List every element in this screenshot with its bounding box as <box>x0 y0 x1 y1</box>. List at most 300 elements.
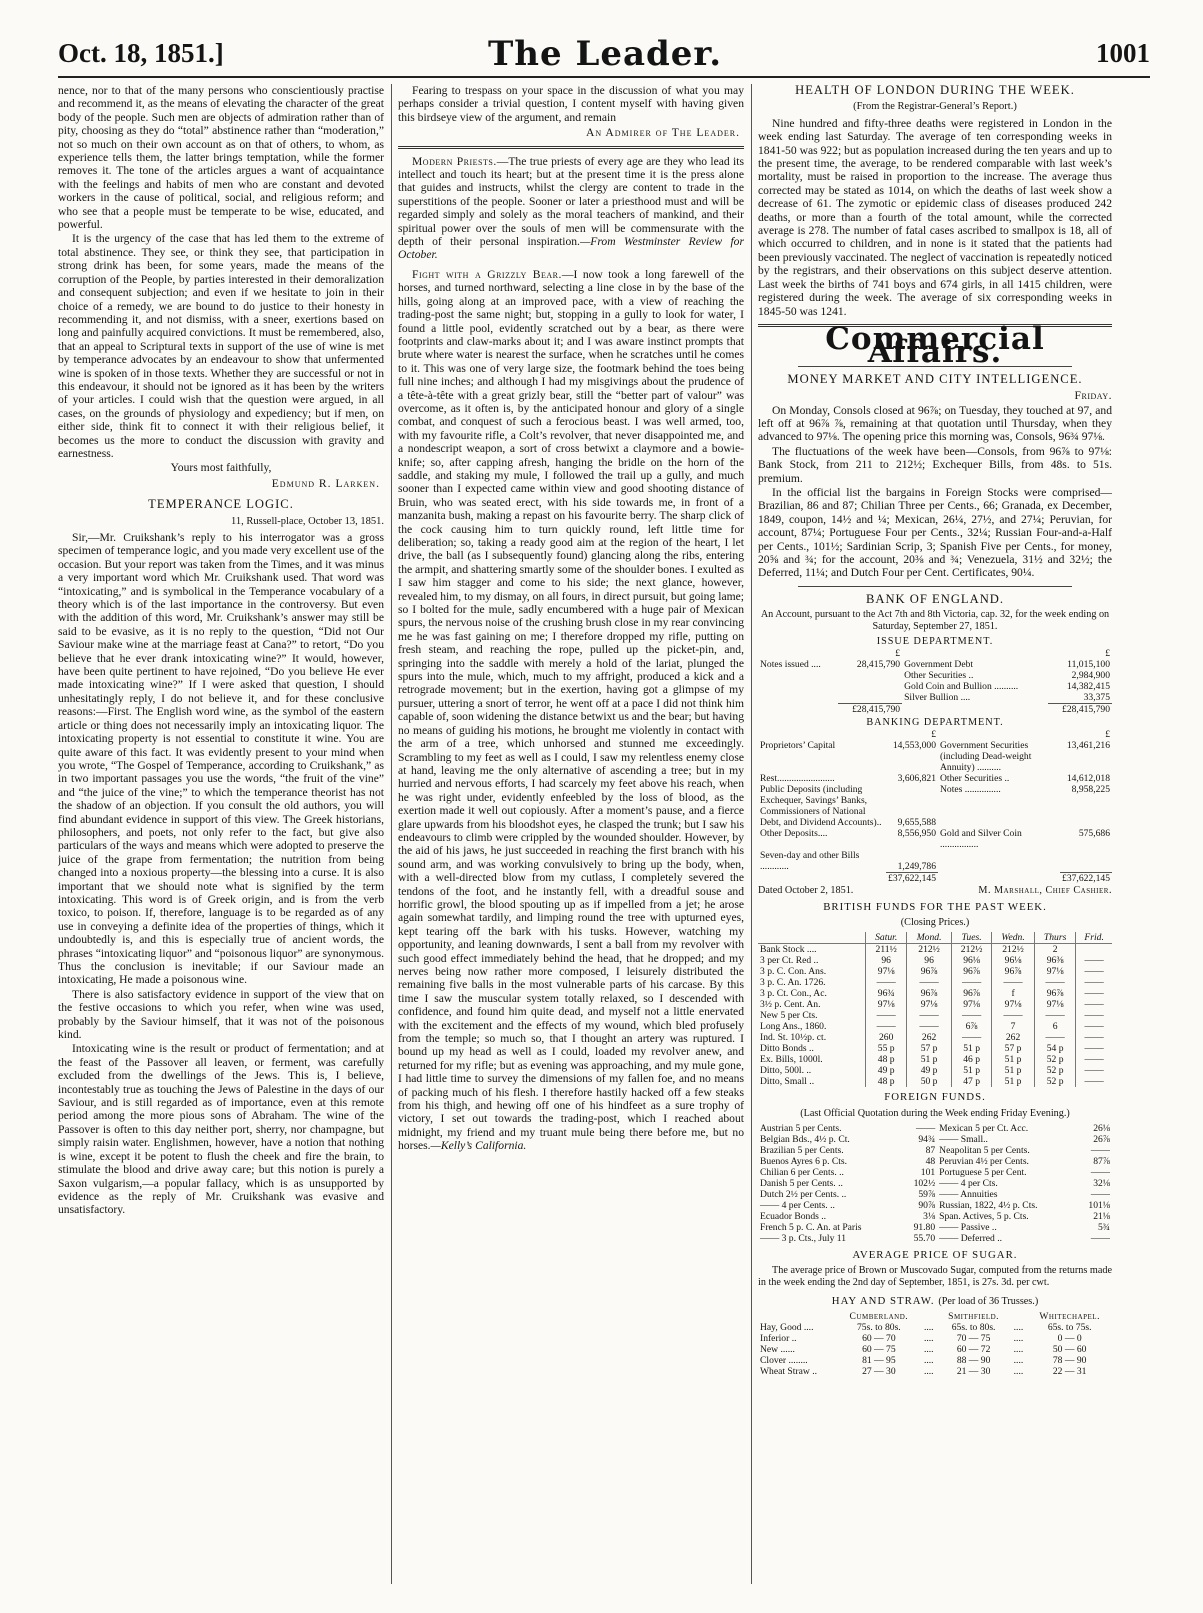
table-row <box>758 1344 1112 1355</box>
foreign-fund-price: 101 <box>920 1166 936 1178</box>
foreign-fund-price: —— <box>1090 1188 1110 1200</box>
fund-price: 97⅛ <box>866 966 907 977</box>
issue-right-label: Other Securities .. <box>904 670 974 682</box>
leader-dots: .... <box>1013 1322 1024 1334</box>
table-row <box>758 1021 1112 1032</box>
british-funds-heading: BRITISH FUNDS FOR THE PAST WEEK. <box>823 900 1047 913</box>
issue-right-label: Government Debt <box>904 659 974 671</box>
foreign-fund-price: 59⅞ <box>918 1188 936 1200</box>
foreign-fund-price: —— <box>1090 1144 1110 1156</box>
fund-name: 3 p. C. An. 1726. <box>760 977 826 989</box>
letter-paragraph: nence, nor to that of the many persons who conscientiously practise and recommend it, as the means of elevating the character of the great body of the people. Such men are objects of admiration rather than of pity, choosing as they do “total” abstinence rather than “moderation,” not so much on their own account as on that of others, to whom, as experience tells them, the latter brings temptation, while the former removes it. The tone of the articles argues a want of acquaintance with the feelings and habits of men who are constant and devoted workers in the cause of political, social, and religious reform; and who see that a people must be temperate to be wise, educated, and powerful. <box>58 84 384 232</box>
banking-left-label: Other Deposits.... <box>760 828 828 840</box>
issue-right-label: Gold Coin and Bullion .......... <box>904 681 1019 693</box>
money-market-day: Friday. <box>1074 389 1112 403</box>
pound-sign: £ <box>895 648 901 660</box>
table-header-row <box>758 932 1112 944</box>
leader-dots: .... <box>923 1344 934 1356</box>
fund-price: 97⅛ <box>866 999 907 1010</box>
hay-price: 60 — 75 <box>862 1344 896 1356</box>
fund-price: 57 p <box>907 1043 952 1054</box>
hay-price: 22 — 31 <box>1052 1366 1087 1378</box>
foreign-fund-name: —— Deferred .. <box>939 1232 1003 1244</box>
fund-price: 96⅞ <box>907 966 952 977</box>
fund-price: 52 p <box>1034 1054 1075 1065</box>
fund-price: 96 <box>866 955 907 966</box>
british-funds-subheading: (Closing Prices.) <box>900 917 970 929</box>
column-header: Thurs <box>1034 932 1075 944</box>
foreign-fund-price: —— <box>1090 1232 1110 1244</box>
foreign-fund-name: Portuguese 5 per Cent. <box>939 1166 1027 1178</box>
issue-left-label: Notes issued .... <box>760 659 821 671</box>
fund-price: —— <box>952 1010 992 1021</box>
article-modern-priests <box>398 155 744 262</box>
fund-price: 2 <box>1034 944 1075 956</box>
table-row <box>758 1189 1112 1200</box>
fund-price: 260 <box>866 1032 907 1043</box>
fund-name: Ex. Bills, 1000l. <box>760 1054 823 1066</box>
article-body: —The true priests of every age are they who lead its intellect and touch its heart; but at the present time it is the press alone that guides and instructs, whilst the clergy are content to trade in the superstitions of the people. Sooner or later a priesthood must and will be regarded simply and solely as the moral teachers of mankind, and their spiritual power over the souls of men will be commensurate with the depth of their personal inspiration. <box>398 154 744 249</box>
table-row <box>758 740 1112 773</box>
banking-right-label: Gold and Silver Coin ................ <box>940 828 1022 851</box>
letter-closing: Yours most faithfully, <box>170 461 272 475</box>
foreign-fund-name: —— 4 per Cents. .. <box>760 1199 835 1211</box>
article-body: —I now took a long farewell of the horses, and turned northward, selecting a line close in by the base of the hills, going along at an improved pace, with a view of reaching the trading-post the same night; but, stopping in a gully to look for water, I found a little pool, evidently scratched out by a bear, as there were footprints and claw-marks about it; and I was aware instinct prompts that brute where water is nearest the surface, when he scratches until he comes to it. This was one of very large size, the footmark behind the toes being full nine inches; and although I had my misgivings about the prudence of a tête-à-tête with a great grizly bear, still the “better part of valour” was overcome, as it often is, by the anticipated honour and glory of a single combat, and conquest of such a ferocious beast. I was well armed, too, with my favourite rifle, a Colt’s revolver, that never disappointed me, and a nondescript weapon, a sort of cross betwixt a claymore and a bowie-knife; so, after capping afresh, hanging the bridle on the horn of the saddle, and staking my mule, I followed the trail up a gully, and much sooner than I expected came within view and good shooting distance of Bruin, who was seated erect, with his side towards me, in front of a manzanita bush, making a repast on his favourite berry. The sharp click of the cock causing him to turn quickly round, left little time for deliberation; so, taking a ready good aim at the region of the heart, I let drive, the ball (as I subsequently found) glancing along the ribs, entering the armpit, and shattering smartly some of the shoulder bones. I exulted as I saw him stagger and come to his side; the next glance, however, revealed him, to my dismay, on all fours, in direct pursuit, but going lame; so I bolted for the mule, sadly encumbered with a huge pair of Mexican spurs, the nervous noise of the crushing brush close in my rear convincing me he was fast gaining on me; I therefore dropped my rifle, putting on fresh steam, and reaching the rope, pulled up the picket-pin, and, springing into the saddle with merely a hold of the lariat, plunged the spurs into the mule, which, much to my affright, produced a kick and a retrograde movement; but in the exertion, having got a glimpse of my pursuer, uttering a snort of terror, he went off at a pace I did not think him capable of, soon widening the distance betwixt us and the bear; but having no means of guiding his motions, he brought me violently in contact with the arm of a tree, which unhorsed and stunned me exceedingly. Scrambling to my feet as well as I could, I saw my relentless enemy close at hand, leaving me the only alternative of ascending a tree; but in my hurried and nervous efforts, I had scarcely my feet above his reach, when he was right under, evidently enfeebled by the loss of blood, as the exertion made it well out copiously. After a moment’s pause, and a fierce glare upwards from his bloodshot eyes, he clasped the trunk; but I saw his endeavours to climb were crippled by the wounded shoulder. However, by the aid of his jaws, he just succeeded in reaching the first branch with his sound arm, and was working convulsively to bring up the body, when, with a well-directed blow from my cutlass, I completely severed the tendons of the foot, and he instantly fell, with a dreadful souse and horrific growl, the blood spouting up as if impelled from a jet; he arose again somewhat tardily, and limping round the tree with upturned eyes, kept tearing off the bark with his tusks. However, watching my opportunity, and leaning downwards, I sent a ball from my revolver with such good effect immediately behind the head, that he dropped; and my nerves being now rather more composed, I leisurely distributed the remaining five balls in the most vulnerable parts of his carcase. By this time I saw the muscular system totally relaxed, so I descended with confidence, and found him quite dead, and myself not a little enervated with the excitement and the effects of my wound, which bled profusely from the temple; so much so, that I thought an artery was ruptured. I bound up my head as well as I could, loaded my revolver anew, and returned for my rifle; but as evening was approaching, and my mule gone, I had little time to survey the dimensions of my fallen foe, and no means of packing much of his flesh. I therefore hastily hacked off a few steaks from his thigh, and hewing off one of his hindfeet as a sure trophy of victory, I set out towards the trading-post, which I reached about midnight, my friend and my truant mule being there before me, but no horses. <box>398 267 744 1153</box>
hay-price: 60 — 70 <box>862 1333 896 1345</box>
foreign-funds-heading: FOREIGN FUNDS. <box>884 1091 986 1104</box>
banking-total-left: £37,622,145 <box>886 872 938 884</box>
column-header: Wedn. <box>992 932 1035 944</box>
fund-price: 212½ <box>907 944 952 956</box>
fund-price: —— <box>907 1010 952 1021</box>
banking-department-table <box>758 729 1112 884</box>
table-row <box>758 681 1112 692</box>
table-row <box>758 670 1112 681</box>
banking-right-value: 8,958,225 <box>1071 784 1110 796</box>
foreign-fund-price: 91.80 <box>913 1221 936 1233</box>
fund-price: 262 <box>992 1032 1035 1043</box>
table-row <box>758 1167 1112 1178</box>
foreign-fund-name: Peruvian 4½ per Cents. <box>939 1155 1029 1167</box>
foreign-fund-name: Mexican 5 per Ct. Acc. <box>939 1122 1029 1134</box>
table-row <box>758 729 1112 740</box>
hay-note: (Per load of 36 Trusses.) <box>938 1295 1039 1307</box>
banking-left-label: Proprietors’ Capital <box>760 740 836 752</box>
fund-price: 96⅞ <box>952 966 992 977</box>
foreign-fund-price: 3⅛ <box>923 1210 936 1222</box>
fund-price: 6 <box>1034 1021 1075 1032</box>
foreign-fund-price: 55.70 <box>913 1232 936 1244</box>
foreign-fund-name: Buenos Ayres 6 p. Cts. <box>760 1155 848 1167</box>
foreign-fund-price: 32⅛ <box>1093 1177 1110 1189</box>
banking-left-value: 14,553,000 <box>892 740 936 752</box>
money-market-heading: MONEY MARKET AND CITY INTELLIGENCE. <box>787 371 1083 386</box>
foreign-fund-price: 102½ <box>913 1177 936 1189</box>
pound-sign: £ <box>1105 729 1110 741</box>
table-row <box>758 692 1112 704</box>
foreign-fund-price: —— <box>915 1122 936 1134</box>
fund-price: 96¾ <box>866 988 907 999</box>
fund-price: 6⅞ <box>952 1021 992 1032</box>
fund-price: 96⅜ <box>1034 955 1075 966</box>
sugar-heading: AVERAGE PRICE OF SUGAR. <box>852 1248 1018 1261</box>
table-row <box>758 1076 1112 1087</box>
fund-price: 262 <box>907 1032 952 1043</box>
section-heading-temperance: TEMPERANCE LOGIC. <box>148 497 294 512</box>
issue-right-value: 33,375 <box>1083 692 1110 704</box>
table-row <box>758 1333 1112 1344</box>
fund-price: —— <box>952 1032 992 1043</box>
fund-price: 51 p <box>907 1054 952 1065</box>
fund-price: 7 <box>992 1021 1035 1032</box>
issue-department-heading: ISSUE DEPARTMENT. <box>876 636 994 648</box>
newspaper-title: The Leader. <box>487 34 723 74</box>
fund-price: 46 p <box>952 1054 992 1065</box>
fund-price: 57 p <box>992 1043 1035 1054</box>
fund-price: 48 p <box>866 1076 907 1087</box>
banking-right-label: Notes ............... <box>940 784 1001 796</box>
table-row <box>758 1054 1112 1065</box>
hay-price: 50 — 60 <box>1052 1344 1087 1356</box>
column-1 <box>58 84 384 1584</box>
hay-item: Clover ........ <box>760 1355 808 1367</box>
table-row <box>758 1200 1112 1211</box>
article-lead: Fight with a Grizzly Bear. <box>412 267 562 281</box>
column-header: Satur. <box>866 932 907 944</box>
fund-price: —— <box>907 977 952 988</box>
market-header: Cumberland. <box>849 1311 909 1323</box>
foreign-fund-name: French 5 p. C. An. at Paris <box>760 1221 862 1233</box>
money-paragraph: In the official list the bargains in Foreign Stocks were comprised—Brazilian, 86 and 87; Chilian Three per Cents., 66; Granada, ex December, 1849, coupon, 14½ and ¼; Mexican, 26¼, 27½, and 27¼; Peruvian, for account, 87¼; Portuguese Four per Cents., 32¼; Russian Four-and-a-Half per Cents., 101½; Sardinian Scrip, 3; Spanish Five per Cents., for money, 20⅝ and ¾; for the account, 20⅜ and ¾; Venezuela, 31½ and 32½; the Deferred, 11¼; and Dutch Four per Cent. Certificates, 90¼. <box>758 485 1112 580</box>
fund-name: Ind. St. 10½p. ct. <box>760 1032 827 1044</box>
fund-price: —— <box>1076 966 1112 977</box>
fund-price: 97⅛ <box>1034 966 1075 977</box>
hay-item: Hay, Good .... <box>760 1322 814 1334</box>
table-row <box>758 828 1112 850</box>
fund-price: 54 p <box>1034 1043 1075 1054</box>
british-funds-table <box>758 932 1112 1087</box>
table-cell <box>1010 1311 1028 1322</box>
column-divider <box>391 84 392 1584</box>
table-row <box>758 850 1112 872</box>
foreign-fund-name: Belgian Bds., 4½ p. Ct. <box>760 1133 850 1145</box>
banking-left-label: Rest........................ <box>760 773 835 785</box>
fund-price: 51 p <box>952 1043 992 1054</box>
fund-price: —— <box>1034 977 1075 988</box>
fund-price: —— <box>992 1010 1035 1021</box>
table-row <box>758 966 1112 977</box>
fund-price: —— <box>907 1021 952 1032</box>
fund-name: Long Ans., 1860. <box>760 1021 827 1033</box>
table-cell <box>938 729 1060 740</box>
fund-price: 49 p <box>907 1065 952 1076</box>
table-row <box>758 955 1112 966</box>
banking-right-label: Other Securities .. <box>940 773 1010 785</box>
fund-price: 51 p <box>992 1054 1035 1065</box>
letter-paragraph: Intoxicating wine is the result or product of fermentation; and at the feast of the Passover all leaven, or ferment, was carefully excluded from the dwellings of the Jews. This is, I believe, incontestably true as touching the Jews of Palestine in the days of our Saviour, and is still regarded as of importance, even at this remote period among the more pious sons of Abraham. The wine of the Passover is often to this day neither port, sherry, nor champagne, but simply raisin water. Englishmen, however, have a notion that nothing is wine, except it be potent to flush the cheek and fire the brain, to stimulate the blood and drive away care; but this notion is purely a Saxon vulgarism,—a popular fallacy, which is as unsupported by evidence as the reply of Mr. Cruikshank was evasive and unsatisfactory. <box>58 1042 384 1217</box>
fund-name: Ditto, Small .. <box>760 1076 815 1088</box>
hay-price: 21 — 30 <box>956 1366 991 1378</box>
fund-price: 97⅛ <box>992 999 1035 1010</box>
fund-name: Bank Stock .... <box>760 944 817 956</box>
fund-price: 97⅛ <box>907 999 952 1010</box>
leader-dots: .... <box>1013 1333 1024 1345</box>
banking-left-label: Seven-day and other Bills ............ <box>760 850 860 873</box>
letter-paragraph: There is also satisfactory evidence in support of the view that on the festive occasions to which you refer, when wine was used, probably by the Saviour himself, that it was not of the poisonous kind. <box>58 987 384 1042</box>
foreign-fund-name: Span. Actives, 5 p. Cts. <box>939 1210 1029 1222</box>
letter-dateline: 11, Russell-place, October 13, 1851. <box>231 515 384 527</box>
column-header: Mond. <box>907 932 952 944</box>
pound-sign: £ <box>1105 648 1110 660</box>
table-row <box>758 1065 1112 1076</box>
fund-price: 96⅞ <box>952 988 992 999</box>
pound-sign: £ <box>931 729 936 741</box>
bank-cashier: M. Marshall, Chief Cashier. <box>978 884 1112 896</box>
fund-price: —— <box>1076 1043 1112 1054</box>
fund-price <box>1076 944 1112 956</box>
foreign-fund-name: Brazilian 5 per Cents. <box>760 1144 844 1156</box>
letter-paragraph: Fearing to trespass on your space in the discussion of what you may perhaps consider a trivial question, I content myself with having given this birdseye view of the argument, and remain <box>398 84 744 124</box>
article-source: —Kelly’s California. <box>430 1139 527 1153</box>
fund-price: —— <box>1076 1021 1112 1032</box>
foreign-fund-name: —— Passive .. <box>939 1221 997 1233</box>
foreign-fund-price: 5¾ <box>1098 1221 1110 1233</box>
hay-price: 27 — 30 <box>862 1366 896 1378</box>
table-row <box>758 872 1112 884</box>
banking-left-value: 8,556,950 <box>897 828 936 840</box>
fund-price: 47 p <box>952 1076 992 1087</box>
table-row <box>758 999 1112 1010</box>
hay-price: 75s. to 80s. <box>857 1322 901 1334</box>
section-rule <box>398 146 744 149</box>
bank-subheading: An Account, pursuant to the Act 7th and 8th Victoria, cap. 32, for the week ending on Saturday, September 27, 1851. <box>760 609 1110 633</box>
fund-price: 52 p <box>1034 1076 1075 1087</box>
fund-price: 55 p <box>866 1043 907 1054</box>
foreign-fund-name: Russian, 1822, 4½ p. Cts. <box>939 1199 1038 1211</box>
table-row <box>758 1032 1112 1043</box>
hay-item: Inferior .. <box>760 1333 797 1345</box>
fund-price: 52 p <box>1034 1065 1075 1076</box>
banking-right-label: Government Securities (including Dead-weight Annuity) .......... <box>940 740 1032 774</box>
health-subheading: (From the Registrar-General’s Report.) <box>853 101 1017 113</box>
issue-department-table <box>758 648 1112 715</box>
issue-right-label: Silver Bullion .... <box>904 692 971 704</box>
fund-price: —— <box>1034 1032 1075 1043</box>
column-2 <box>398 84 744 1584</box>
column-3 <box>758 84 1112 1584</box>
fund-price: 96⅞ <box>907 988 952 999</box>
leader-dots: .... <box>923 1366 934 1378</box>
table-row <box>758 1322 1112 1333</box>
table-cell <box>758 648 838 659</box>
fund-name: 3 p. C. Con. Ans. <box>760 966 827 978</box>
leader-dots: .... <box>1013 1366 1024 1378</box>
table-row <box>758 1156 1112 1167</box>
leader-dots: .... <box>1013 1355 1024 1367</box>
commercial-affairs-title: Commercial Affairs. <box>825 320 1045 371</box>
fund-price: —— <box>866 1010 907 1021</box>
banking-left-value: 1,249,786 <box>897 860 936 872</box>
fund-price: —— <box>992 977 1035 988</box>
market-header: Whitechapel. <box>1039 1311 1100 1323</box>
foreign-fund-price: 87⅞ <box>1093 1155 1110 1167</box>
issue-right-value: 14,382,415 <box>1066 681 1110 693</box>
table-row <box>758 1134 1112 1145</box>
leader-dots: .... <box>923 1322 934 1334</box>
masthead <box>30 24 1180 82</box>
banking-right-value: 575,686 <box>1078 828 1110 840</box>
article-lead: Modern Priests. <box>412 154 497 168</box>
fund-price: 212½ <box>952 944 992 956</box>
banking-right-value: 13,461,216 <box>1066 740 1110 752</box>
fund-price: —— <box>1076 1032 1112 1043</box>
banking-total-right: £37,622,145 <box>1060 872 1112 884</box>
fund-price: 51 p <box>992 1076 1035 1087</box>
hay-straw-heading <box>758 1295 1112 1308</box>
table-header-row <box>758 1311 1112 1322</box>
fund-name: 3 p. Ct. Con., Ac. <box>760 988 827 1000</box>
fund-price: —— <box>1076 1065 1112 1076</box>
table-row <box>758 1043 1112 1054</box>
issue-left-value: 28,415,790 <box>856 659 901 671</box>
fund-price: —— <box>1034 1010 1075 1021</box>
table-row <box>758 944 1112 956</box>
column-header: Frid. <box>1076 932 1112 944</box>
issue-total-right: £28,415,790 <box>1048 704 1112 716</box>
foreign-fund-price: 21⅛ <box>1093 1210 1110 1222</box>
table-row <box>758 1123 1112 1134</box>
leader-dots: .... <box>1013 1344 1024 1356</box>
article-grizzly-bear <box>398 268 744 1153</box>
foreign-fund-name: —— Small.. <box>939 1133 988 1145</box>
health-heading: HEALTH OF LONDON DURING THE WEEK. <box>795 84 1075 97</box>
market-header: Smithfield. <box>948 1311 1000 1323</box>
foreign-fund-price: 48 <box>925 1155 936 1167</box>
foreign-fund-name: —— 4 per Cts. <box>939 1177 998 1189</box>
table-row <box>758 784 1112 828</box>
banking-left-label: Public Deposits (including Exchequer, Savings’ Banks, Commissioners of National Debt, and Dividend Accounts).. <box>760 784 882 829</box>
foreign-fund-name: Dutch 2½ per Cents. .. <box>760 1188 847 1200</box>
table-cell <box>902 648 1048 659</box>
table-row <box>758 704 1112 716</box>
fund-name: Ditto, 500l. .. <box>760 1065 812 1077</box>
fund-price: —— <box>1076 999 1112 1010</box>
table-row <box>758 659 1112 670</box>
foreign-fund-name: Chilian 6 per Cents. .. <box>760 1166 844 1178</box>
fund-price: —— <box>866 1021 907 1032</box>
banking-department-heading: BANKING DEPARTMENT. <box>866 717 1004 729</box>
foreign-fund-name: Austrian 5 per Cents. <box>760 1122 842 1134</box>
fund-price: 51 p <box>952 1065 992 1076</box>
table-row <box>758 1178 1112 1189</box>
foreign-fund-name: —— 3 p. Cts., July 11 <box>760 1232 846 1244</box>
fund-price: —— <box>1076 1054 1112 1065</box>
fund-name: New 5 per Cts. <box>760 1010 818 1022</box>
fund-price: f <box>992 988 1035 999</box>
header-rule <box>58 76 1150 78</box>
fund-name: Ditto Bonds .. <box>760 1043 814 1055</box>
foreign-fund-price: 90⅞ <box>918 1199 936 1211</box>
letter-paragraph: Sir,—Mr. Cruikshank’s reply to his interrogator was a gross specimen of temperance logic, and you made very excellent use of the occasion. But your report was taken from the Times, and it was minus a very important word which Mr. Cruikshank used. That word was “intoxicating,” and is symbolical in the Temperance vocabulary of a theory which is of the last importance in the controversy. But even with the addition of this word, Mr. Cruikshank’s answer may still be said to be evasive, as it is no reply to the question, “Did not Our Saviour make wine at the marriage feast at Cana?” to retort, “Do you believe that he ever drank intoxicating wine?” It would, however, have been quite pertinent to have rejoined, “Do you believe He ever made intoxicating wine?” If I were asked that question, I should unhesitatingly reply, I do not believe it, and for these conclusive reasons:—First. The English word wine, as the symbol of the eastern article or thing does not necessarily imply an intoxicating liquor. The intoxicating property is not essential to constitute it wine. You are quite aware of this fact. It was evidently present to your mind when you wrote, “The Gospel of Temperance, according to Cruikshank,” as in two important passages you use the words, “the fruit of the vine” and “the juice of the vine;” to which the temperance theorist has not the shadow of an objection. If you consult the old authors, you will find abundant evidence in support of this view. The Greek historians, philosophers, and poets, not only refer to the fact, but give also particulars of the ways and means which were adopted to preserve the juice of the grape from fermentation; the nutrition from being changed into a noxious property—the blessing into a curse. It is also important that we should note what is signified by the term intoxicating. This word is of Greek origin, and is from the verb toxico, to poison. If, therefore, language is to be regarded as of any use in conveying a definite idea of the properties of things, which it undoubtedly is, and this is especially true of ancient words, the phrases “intoxicating liquor” and “poisonous liquor” are synonymous. Thus the conclusion is inevitable; if our Saviour made an intoxicating, He made a poisonous wine. <box>58 531 384 987</box>
table-cell <box>920 1311 938 1322</box>
table-row <box>758 1010 1112 1021</box>
table-row <box>758 988 1112 999</box>
table-row <box>758 1222 1112 1233</box>
table-row <box>758 648 1112 659</box>
issue-date: Oct. 18, 1851.] <box>58 38 224 68</box>
sugar-paragraph: The average price of Brown or Muscovado Sugar, computed from the returns made in the week ending the 2nd day of September, 1851, is 27s. 3d. per cwt. <box>758 1264 1112 1288</box>
fund-price: —— <box>1076 1010 1112 1021</box>
fund-price: —— <box>1076 955 1112 966</box>
table-cell <box>758 729 886 740</box>
hay-item: Wheat Straw .. <box>760 1366 818 1378</box>
hay-price: 0 — 0 <box>1057 1333 1082 1345</box>
letter-signature: An Admirer of The Leader. <box>586 126 740 140</box>
section-rule <box>798 586 1072 587</box>
fund-price: 96⅛ <box>992 955 1035 966</box>
issue-right-value: 11,015,100 <box>1067 659 1110 671</box>
banking-left-value: 3,606,821 <box>897 773 936 785</box>
money-paragraph: On Monday, Consols closed at 96⅞; on Tuesday, they touched at 97, and left off at 96⅞ ⅞, remaining at that quotation until Thursday, when they advanced to 97⅛. The opening price this morning was, Consols, 96¾ 97⅛. <box>758 403 1112 444</box>
fund-price: —— <box>1076 1076 1112 1087</box>
table-row <box>758 1366 1112 1377</box>
article-source: —From Westminster Review for October. <box>398 235 744 262</box>
table-row <box>758 1233 1112 1244</box>
table-row <box>758 1145 1112 1156</box>
foreign-fund-price: 87 <box>925 1144 936 1156</box>
fund-price: 211½ <box>866 944 907 956</box>
foreign-fund-price: 26⅞ <box>1093 1133 1110 1145</box>
table-row <box>758 1355 1112 1366</box>
hay-price: 81 — 95 <box>862 1355 896 1367</box>
fund-price: 96 <box>907 955 952 966</box>
fund-price: —— <box>952 977 992 988</box>
hay-price: 70 — 75 <box>956 1333 991 1345</box>
bank-heading: BANK OF ENGLAND. <box>865 591 1005 606</box>
foreign-fund-price: 94¾ <box>918 1133 936 1145</box>
column-header <box>758 932 866 944</box>
foreign-fund-name: Danish 5 per Cents. .. <box>760 1177 843 1189</box>
fund-price: —— <box>866 977 907 988</box>
table-cell <box>758 1311 838 1322</box>
hay-item: New ...... <box>760 1344 795 1356</box>
table-row <box>758 773 1112 784</box>
fund-name: 3 per Ct. Red .. <box>760 955 819 967</box>
foreign-fund-name: —— Annuities <box>939 1188 998 1200</box>
column-header: Tues. <box>952 932 992 944</box>
hay-price: 65s. to 75s. <box>1047 1322 1092 1334</box>
fund-price: —— <box>1076 988 1112 999</box>
fund-price: 48 p <box>866 1054 907 1065</box>
hay-price: 78 — 90 <box>1052 1355 1087 1367</box>
fund-price: 97⅛ <box>952 999 992 1010</box>
fund-price: 96⅞ <box>1034 988 1075 999</box>
bank-footer <box>758 885 1112 897</box>
hay-straw-table <box>758 1311 1112 1377</box>
column-divider <box>751 84 752 1584</box>
health-paragraph: Nine hundred and fifty-three deaths were registered in London in the week ending last Saturday. The average of ten corresponding weeks in 1841-50 was 922; but as population increased during the ten years and up to the present time, the average, to be rendered comparable with last week’s mortality, must be raised in proportion to the increase. The average thus corrected may be stated as 1014, on which the deaths of last week show a decrease of 61. The zymotic or epidemic class of diseases produced 242 deaths, or more than a fourth of the total amount, while the corrected average is 278. The number of fatal cases ascribed to smallpox is 18, all of which occurred to children, and in none is it stated that the patients had been previously vaccinated. The neglect of vaccination is repeatedly noticed by the registrars, and their observations on this subject deserve attention. Last week the births of 741 boys and 674 girls, in all 1415 children, were registered during the week. The average of six corresponding weeks in 1845-50 was 1241. <box>758 116 1112 318</box>
fund-price: 212½ <box>992 944 1035 956</box>
fund-price: 49 p <box>866 1065 907 1076</box>
fund-price: 51 p <box>992 1065 1035 1076</box>
fund-price: —— <box>1076 977 1112 988</box>
fund-price: 97⅛ <box>1034 999 1075 1010</box>
foreign-fund-price: 101⅛ <box>1088 1199 1110 1211</box>
money-paragraph: The fluctuations of the week have been—Consols, from 96⅞ to 97⅛: Bank Stock, from 211 to 212½; Exchequer Bills, from 48s. to 51s. premium. <box>758 444 1112 485</box>
fund-price: 96⅞ <box>992 966 1035 977</box>
foreign-funds-table <box>758 1123 1112 1244</box>
fund-price: 96⅛ <box>952 955 992 966</box>
